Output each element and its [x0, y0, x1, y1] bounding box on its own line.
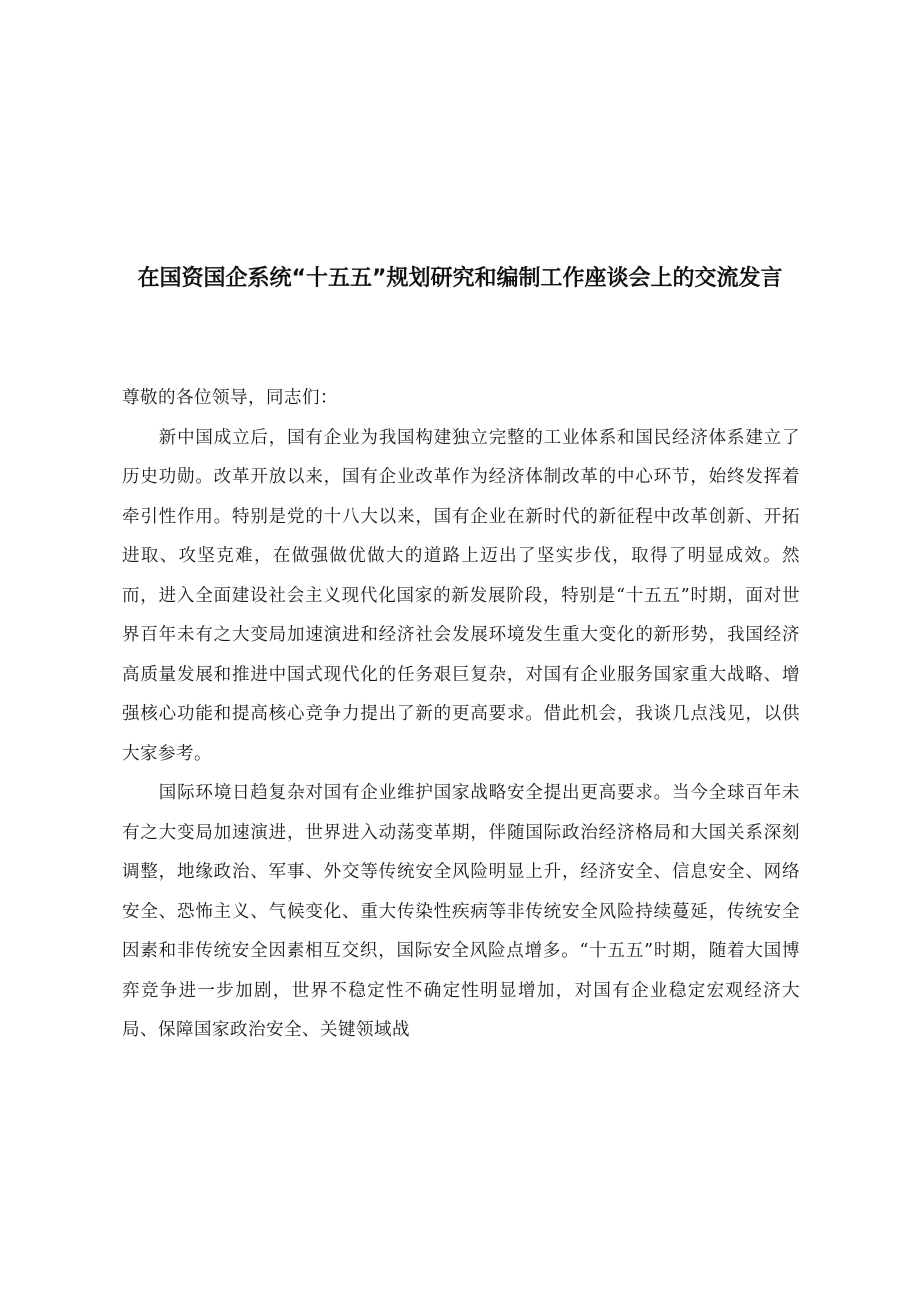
paragraph-international-environment: 国际环境日趋复杂对国有企业维护国家战略安全提出更高要求。当今全球百年未有之大变局加速演进，世界进入动荡变革期，伴随国际政治经济格局和大国关系深刻调整，地缘政治、军事、外交等传统安全风险明显上升，经济安全、信息安全、网络安全、恐怖主义、气候变化、重大传染性疾病等非传统安全风险持续蔓延，传统安全因素和非传统安全因素相互交织，国际安全风险点增多。“十五五”时期，随着大国博弈竞争进一步加剧，世界不稳定性不确定性明显增加，对国有企业稳定宏观经济大局、保障国家政治安全、关键领域战 [122, 783, 800, 1040]
document-body [122, 379, 800, 1051]
salutation: 尊敬的各位领导，同志们： [122, 388, 338, 408]
paragraph-intro: 新中国成立后，国有企业为我国构建独立完整的工业体系和国民经济体系建立了历史功勋。改革开放以来，国有企业改革作为经济体制改革的中心环节，始终发挥着牵引性作用。特别是党的十八大以来，国有企业在新时代的新征程中改革创新、开拓进取、攻坚克难，在做强做优做大的道路上迈出了坚实步伐，取得了明显成效。然而，进入全面建设社会主义现代化国家的新发展阶段，特别是“十五五”时期，面对世界百年未有之大变局加速演进和经济社会发展环境发生重大变化的新形势，我国经济高质量发展和推进中国式现代化的任务艰巨复杂，对国有企业服务国家重大战略、增强核心功能和提高核心竞争力提出了新的更高要求。借此机会，我谈几点浅见，以供大家参考。 [122, 427, 800, 764]
document-title: 在国资国企系统“十五五”规划研究和编制工作座谈会上的交流发言 [137, 266, 783, 291]
